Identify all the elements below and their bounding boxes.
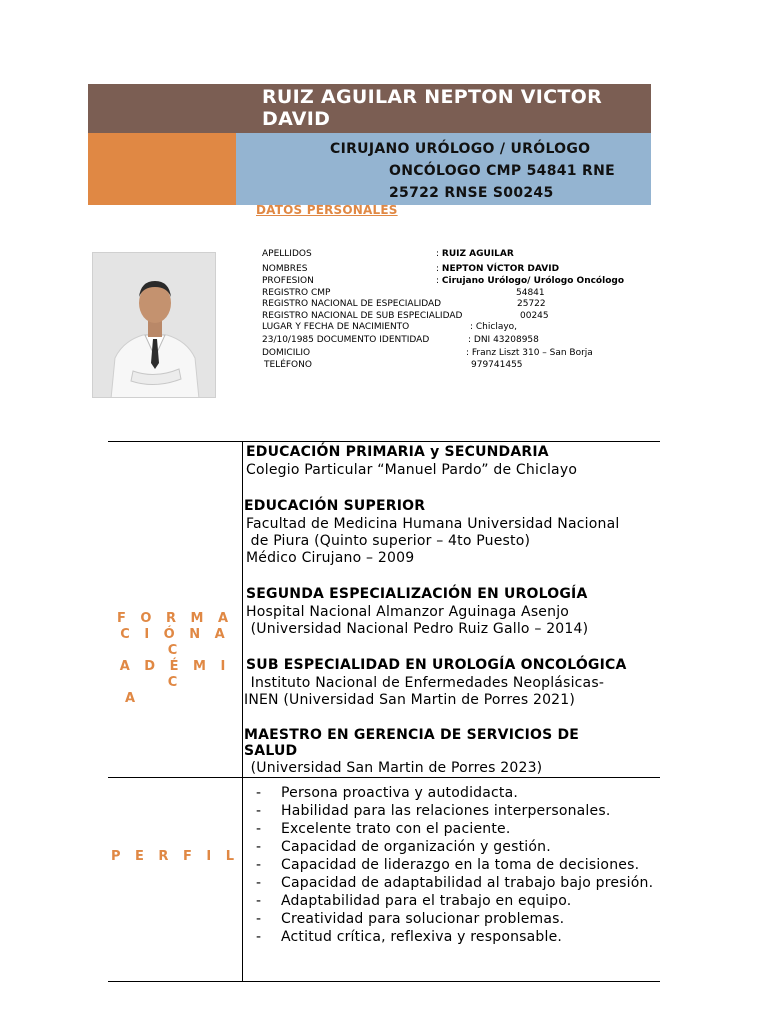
list-item	[254, 874, 654, 892]
registro-cmp-value: 54841	[516, 288, 545, 298]
list-item	[254, 820, 654, 838]
domicilio-value: : Franz Liszt 310 – San Borja	[466, 348, 593, 358]
formacion-label	[110, 611, 240, 707]
list-dash: -	[256, 821, 262, 837]
doctor-portrait-icon	[93, 253, 216, 398]
apellidos-value: RUIZ AGUILAR	[441, 249, 514, 259]
list-dash: -	[256, 839, 262, 855]
edu-primaria-heading: EDUCACIÓN PRIMARIA y SECUNDARIA	[246, 444, 549, 460]
table-bottom-border	[108, 981, 660, 982]
nombres-field	[436, 263, 559, 275]
orange-accent-block	[88, 133, 236, 205]
list-item-text: Persona proactiva y autodidacta.	[281, 785, 519, 801]
table-middle-border	[108, 777, 660, 778]
nombres-label: NOMBRES	[262, 264, 308, 274]
edu-primaria-line-1: Colegio Particular “Manuel Pardo” de Chiclayo	[246, 462, 578, 478]
edu-superior-line-2: de Piura (Quinto superior – 4to Puesto)	[246, 533, 531, 549]
edu-superior-heading: EDUCACIÓN SUPERIOR	[244, 498, 426, 514]
profile-photo	[92, 252, 216, 398]
rnse-label: REGISTRO NACIONAL DE SUB ESPECIALIDAD	[262, 311, 463, 321]
edu-superior-line-3: Médico Cirujano – 2009	[246, 550, 415, 566]
especializacion-line-1: Hospital Nacional Almanzor Aguinaga Asenjo	[246, 604, 570, 620]
maestria-heading-line-1: MAESTRO EN GERENCIA DE SERVICIOS DE	[244, 727, 580, 743]
professional-title-line-2: ONCÓLOGO CMP 54841 RNE	[389, 163, 615, 179]
apellidos-field	[436, 248, 514, 260]
nacimiento-label: LUGAR Y FECHA DE NACIMIENTO	[262, 322, 410, 332]
sub-especialidad-line-1: Instituto Nacional de Enfermedades Neoplásicas-	[246, 675, 605, 691]
list-item-text: Actitud crítica, reflexiva y responsable.	[281, 929, 563, 945]
list-dash: -	[256, 911, 262, 927]
nacimiento-value: : Chiclayo,	[470, 322, 518, 332]
sub-especialidad-line-2: INEN (Universidad San Martin de Porres 2021)	[244, 692, 576, 708]
especializacion-line-2: (Universidad Nacional Pedro Ruiz Gallo – 2014)	[246, 621, 589, 637]
nombres-value: NEPTON VÍCTOR DAVID	[441, 264, 560, 274]
list-item	[254, 838, 654, 856]
documento-value: : DNI 43208958	[468, 335, 539, 345]
perfil-label: P E R F I L	[110, 849, 240, 864]
formacion-label-line-3: A D É M I C	[119, 659, 231, 690]
profesion-label: PROFESION	[262, 276, 314, 286]
list-item-text: Excelente trato con el paciente.	[281, 821, 511, 837]
profesion-value: Cirujano Urólogo/ Urólogo Oncólogo	[441, 276, 625, 286]
especializacion-heading: SEGUNDA ESPECIALIZACIÓN EN UROLOGÍA	[246, 586, 588, 602]
edu-superior-line-1: Facultad de Medicina Humana Universidad Nacional	[246, 516, 620, 532]
person-name: RUIZ AGUILAR NEPTON VICTOR DAVID	[262, 86, 603, 130]
table-column-divider	[242, 441, 243, 982]
table-top-border	[108, 441, 660, 442]
list-item	[254, 784, 654, 802]
list-item	[254, 856, 654, 874]
list-dash: -	[256, 857, 262, 873]
list-dash: -	[256, 929, 262, 945]
domicilio-label: DOMICILIO	[262, 348, 311, 358]
telefono-label: TELÉFONO	[264, 360, 312, 370]
list-item-text: Adaptabilidad para el trabajo en equipo.	[281, 893, 572, 909]
list-item	[254, 928, 654, 946]
list-dash: -	[256, 803, 262, 819]
professional-title-line-3: 25722 RNSE S00245	[389, 185, 554, 201]
list-item-text: Capacidad de liderazgo en la toma de decisiones.	[281, 857, 640, 873]
formacion-label-line-4: A	[125, 691, 141, 706]
rne-value: 25722	[517, 299, 546, 309]
formacion-label-line-1: F O R M A	[116, 611, 234, 626]
telefono-value: 979741455	[471, 360, 523, 370]
list-item	[254, 802, 654, 820]
maestria-line-1: (Universidad San Martin de Porres 2023)	[246, 760, 543, 776]
list-item-text: Capacidad de organización y gestión.	[281, 839, 551, 855]
professional-title-line-1: CIRUJANO URÓLOGO / URÓLOGO	[330, 141, 591, 157]
list-item-text: Creatividad para solucionar problemas.	[281, 911, 565, 927]
list-dash: -	[256, 785, 262, 801]
rnse-value: 00245	[520, 311, 549, 321]
profesion-sep: :	[436, 276, 440, 286]
sub-especialidad-heading: SUB ESPECIALIDAD EN UROLOGÍA ONCOLÓGICA	[246, 657, 627, 673]
profesion-field	[436, 275, 624, 287]
nombres-sep: :	[436, 264, 440, 274]
list-item	[254, 910, 654, 928]
list-item	[254, 892, 654, 910]
apellidos-label: APELLIDOS	[262, 249, 312, 259]
list-item-text: Habilidad para las relaciones interpersonales.	[281, 803, 611, 819]
formacion-label-line-2: C I Ó N A C	[120, 627, 230, 658]
list-dash: -	[256, 893, 262, 909]
datos-personales-heading: DATOS PERSONALES	[256, 203, 398, 217]
maestria-heading-line-2: SALUD	[244, 743, 298, 759]
rne-label: REGISTRO NACIONAL DE ESPECIALIDAD	[262, 299, 442, 309]
documento-label: 23/10/1985 DOCUMENTO IDENTIDAD	[262, 335, 430, 345]
apellidos-sep: :	[436, 249, 440, 259]
list-dash: -	[256, 875, 262, 891]
perfil-list	[254, 784, 654, 946]
list-item-text: Capacidad de adaptabilidad al trabajo bajo presión.	[281, 875, 654, 891]
registro-cmp-label: REGISTRO CMP	[262, 288, 331, 298]
